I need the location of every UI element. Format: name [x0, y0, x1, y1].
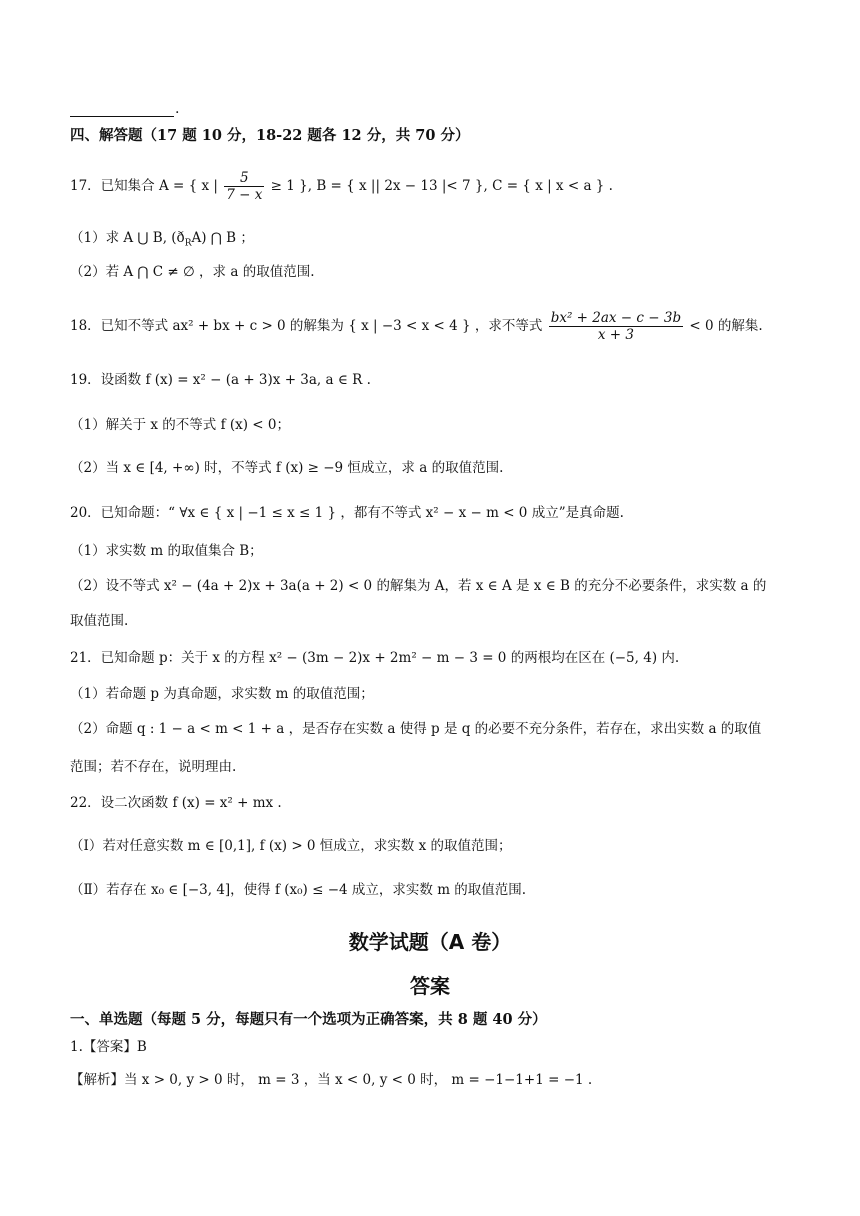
question-21-part-2-cont: 范围；若不存在，说明理由.: [70, 759, 237, 775]
answer-1-explanation: 【解析】当 x > 0, y > 0 时， m = 3 ，当 x < 0, y < 0 时， m = −1−1+1 = −1 .: [70, 1072, 593, 1088]
answer-title: 答案: [410, 974, 450, 998]
question-22-part-1: （Ⅰ）若对任意实数 m ∈ [0,1], f (x) > 0 恒成立，求实数 x 的取值范围；: [70, 838, 512, 854]
question-17-part-2: （2）若 A ⋂ C ≠ ∅ ，求 a 的取值范围.: [70, 264, 315, 280]
q18-fraction-numerator: bx² + 2ax − c − 3b: [550, 310, 682, 326]
q17-setA-left: { x |: [188, 178, 218, 194]
question-21-stem: 21．已知命题 p：关于 x 的方程 x² − (3m − 2)x + 2m² − m − 3 = 0 的两根均在区在 (−5, 4) 内.: [70, 650, 680, 666]
section-4-heading: 四、解答题（17 题 10 分，18-22 题各 12 分，共 70 分）: [70, 127, 470, 144]
q17-fraction-numerator: 5: [224, 170, 264, 187]
q17-p1-end: A) ⋂ B ；: [191, 230, 254, 246]
question-17-stem: [70, 170, 794, 203]
q17-setA-right: ≥ 1 }, B = { x || 2x − 13 |< 7 }, C = { x | x < a } .: [270, 178, 613, 194]
question-19-part-2: （2）当 x ∈ [4, +∞) 时，不等式 f (x) ≥ −9 恒成立，求 a 的取值范围.: [70, 460, 504, 476]
question-21-part-2: （2）命题 q : 1 − a < m < 1 + a ，是否存在实数 a 使得 p 是 q 的必要不充分条件，若存在，求出实数 a 的取值: [70, 721, 762, 737]
question-18-stem: [70, 310, 794, 343]
fill-blank-line: [70, 100, 174, 117]
q18-fraction: [549, 310, 683, 343]
question-22-stem: 22．设二次函数 f (x) = x² + mx .: [70, 795, 282, 811]
q18-suffix: < 0 的解集.: [689, 318, 763, 334]
q17-p1-text: （1）求 A ⋃ B, (ð: [70, 230, 185, 246]
q18-prefix: 18．已知不等式 ax² + bx + c > 0 的解集为 { x | −3 < x < 4 } ，求不等式: [70, 318, 543, 334]
question-19-part-1: （1）解关于 x 的不等式 f (x) < 0；: [70, 417, 290, 433]
question-20-stem: 20．已知命题：“ ∀x ∈ { x | −1 ≤ x ≤ 1 } ，都有不等式 x² − x − m < 0 成立”是真命题.: [70, 505, 624, 521]
exam-title: 数学试题（A 卷）: [348, 930, 512, 954]
question-20-part-2-cont: 取值范围.: [70, 613, 129, 629]
question-20-part-1: （1）求实数 m 的取值集合 B；: [70, 543, 263, 559]
question-20-part-2: （2）设不等式 x² − (4a + 2)x + 3a(a + 2) < 0 的解集为 A，若 x ∈ A 是 x ∈ B 的充分不必要条件，求实数 a 的: [70, 578, 767, 594]
q17-fraction: [224, 170, 264, 203]
q17-fraction-denominator: 7 − x: [226, 187, 263, 203]
q17-prefix: 17．已知集合 A =: [70, 178, 185, 194]
question-21-part-1: （1）若命题 p 为真命题，求实数 m 的取值范围；: [70, 686, 374, 702]
question-19-stem: 19．设函数 f (x) = x² − (a + 3)x + 3a, a ∈ R .: [70, 372, 371, 388]
q18-fraction-denominator: x + 3: [597, 327, 634, 343]
section-1-heading: 一、单选题（每题 5 分，每题只有一个选项为正确答案，共 8 题 40 分）: [70, 1011, 547, 1028]
fill-blank-period: .: [175, 101, 180, 117]
question-17-part-1: [70, 228, 794, 254]
question-22-part-2: （Ⅱ）若存在 x₀ ∈ [−3, 4]，使得 f (x₀) ≤ −4 成立，求实数 m 的取值范围.: [70, 882, 527, 898]
answer-1: 1.【答案】B: [70, 1039, 147, 1055]
q17-p1-subscript: R: [184, 238, 192, 249]
